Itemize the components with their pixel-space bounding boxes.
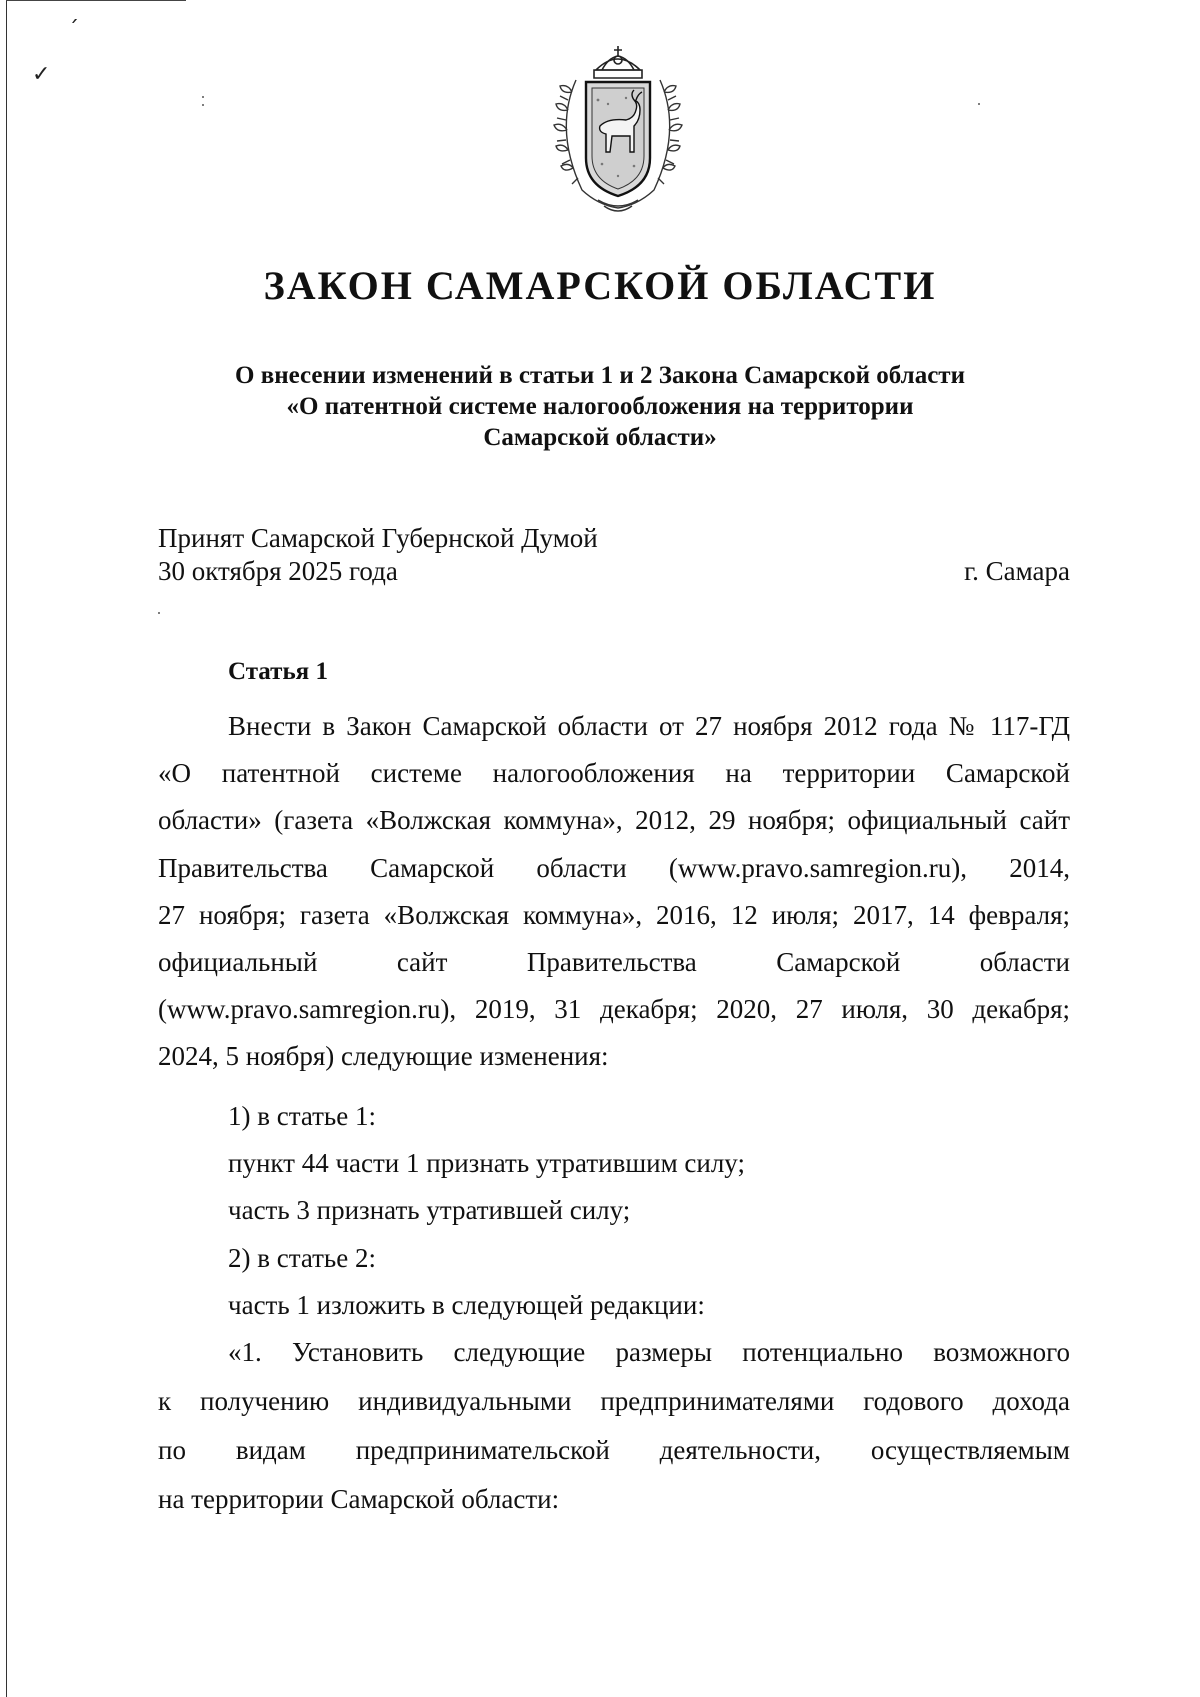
amendment-item: часть 1 изложить в следующей редакции:	[228, 1289, 705, 1320]
amendment-item: 2) в статье 2:	[228, 1242, 376, 1273]
article-heading: Статья 1	[228, 658, 328, 685]
amendment-item: пункт 44 части 1 признать утратившим силу;	[228, 1148, 745, 1179]
article-paragraph	[158, 703, 1070, 1081]
paragraph-line: «О патентной системе налогообложения на территории Самарской	[158, 758, 1070, 789]
law-title: ЗАКОН САМАРСКОЙ ОБЛАСТИ	[263, 263, 937, 308]
scan-edge-line	[6, 0, 7, 1697]
scan-speck	[202, 104, 204, 106]
amendment-item: часть 3 признать утратившей силу;	[228, 1195, 631, 1226]
adopted-by: Принят Самарской Губернской Думой	[158, 523, 598, 553]
paragraph-line: Внести в Закон Самарской области от 27 ноября 2012 года № 117-ГД	[228, 711, 1070, 741]
quoted-provision	[158, 1328, 1070, 1524]
coat-of-arms-emblem	[538, 40, 698, 220]
law-subtitle	[150, 360, 1050, 453]
paragraph-line: области» (газета «Волжская коммуна», 2012, 29 ноября; официальный сайт	[158, 805, 1070, 836]
scan-speck	[158, 612, 160, 614]
paragraph-line: 27 ноября; газета «Волжская коммуна», 2016, 12 июля; 2017, 14 февраля;	[158, 899, 1070, 930]
adoption-date: 30 октября 2025 года	[158, 556, 398, 586]
paragraph-line: (www.pravo.samregion.ru), 2019, 31 декабря; 2020, 27 июля, 30 декабря;	[158, 994, 1070, 1025]
quote-line: «1. Установить следующие размеры потенциально возможного	[228, 1337, 1070, 1367]
subtitle-line: Самарской области»	[483, 424, 717, 451]
scan-mark: ˊ	[68, 18, 79, 43]
quote-line: к получению индивидуальными предпринимателями годового дохода	[158, 1386, 1070, 1416]
amendment-items	[228, 1093, 745, 1329]
quote-line: на территории Самарской области:	[158, 1484, 560, 1514]
amendment-item: 1) в статье 1:	[228, 1101, 376, 1131]
scan-speck	[978, 103, 980, 105]
paragraph-line: 2024, 5 ноября) следующие изменения:	[158, 1041, 609, 1072]
scan-edge-top-line	[6, 0, 186, 1]
scan-speck	[202, 96, 204, 98]
subtitle-line: «О патентной системе налогообложения на территории	[286, 393, 914, 420]
subtitle-line: О внесении изменений в статьи 1 и 2 Закона Самарской области	[235, 362, 965, 389]
adoption-info	[158, 522, 598, 588]
scan-mark: ✓	[32, 62, 51, 87]
quote-line: по видам предпринимательской деятельности, осуществляемым	[158, 1435, 1070, 1465]
paragraph-line: официальный сайт Правительства Самарской области	[158, 947, 1070, 978]
paragraph-line: Правительства Самарской области (www.pravo.samregion.ru), 2014,	[158, 852, 1070, 883]
city: г. Самара	[964, 556, 1070, 586]
